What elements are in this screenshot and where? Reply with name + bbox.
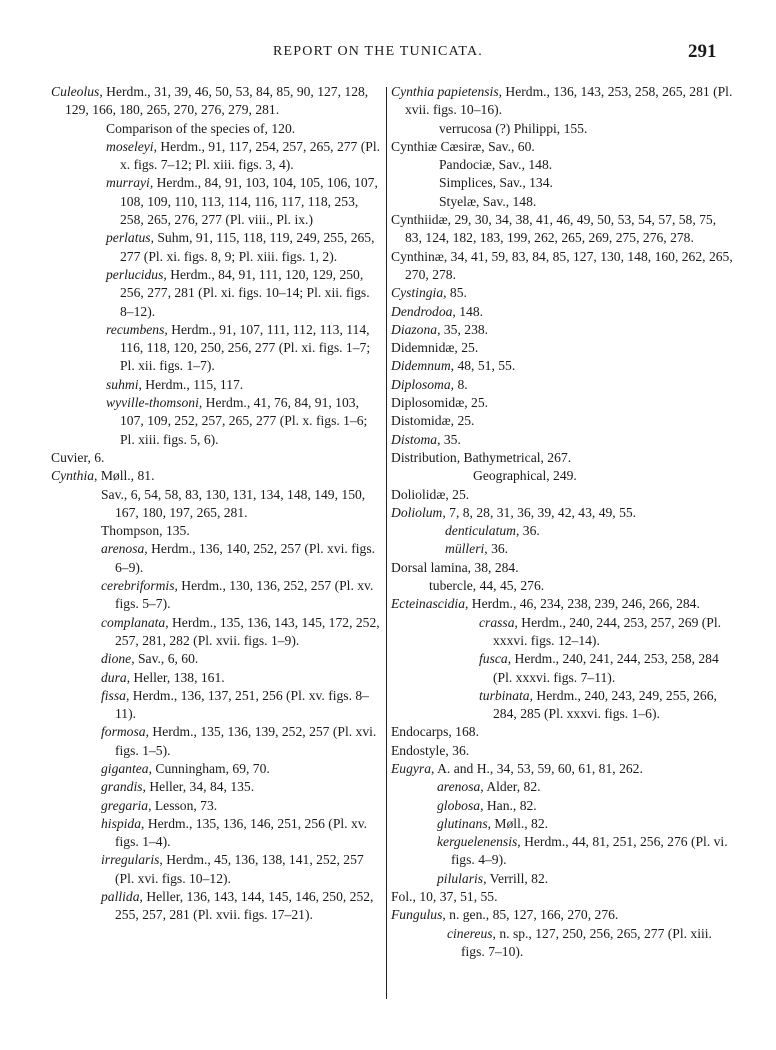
index-entry: verrucosa (?) Philippi, 155. (439, 120, 588, 136)
index-entry: Ecteinascidia, Herdm., 46, 234, 238, 239, 246, 266, 284. (391, 596, 700, 612)
index-entry: Styelæ, Sav., 148. (439, 193, 537, 209)
index-entry: Fol., 10, 37, 51, 55. (391, 889, 498, 905)
index-entry: Culeolus, Herdm., 31, 39, 46, 50, 53, 84, 85, 90, 127, 128, 129, 166, 180, 265, 270, 276, 279, 281. (51, 84, 369, 118)
index-entry: pallida, Heller, 136, 143, 144, 145, 146, 250, 252, 255, 257, 281 (Pl. xvii. figs. 17–21). (101, 889, 374, 923)
index-entry: formosa, Herdm., 135, 136, 139, 252, 257 (Pl. xvi. figs. 1–5). (101, 724, 377, 758)
index-entry: Cuvier, 6. (51, 449, 105, 465)
index-entry: Dorsal lamina, 38, 284. (391, 559, 519, 575)
index-entry: Pandociæ, Sav., 148. (439, 157, 553, 173)
index-entry: Endocarps, 168. (391, 724, 479, 740)
index-entry: Dendrodoa, 148. (391, 303, 484, 319)
index-entry: Distribution, Bathymetrical, 267. (391, 449, 572, 465)
index-entry: Cynthiidæ, 29, 30, 34, 38, 41, 46, 49, 50, 53, 54, 57, 58, 75, 83, 124, 182, 183, 199, 262, 265, 269, 275, 276, 278. (391, 212, 717, 246)
index-entry: glutinans, Møll., 82. (437, 815, 549, 831)
index-entry: dione, Sav., 6, 60. (101, 651, 199, 667)
index-entry: turbinata, Herdm., 240, 243, 249, 255, 266, 284, 285 (Pl. xxxvi. figs. 1–6). (479, 687, 717, 722)
index-entry: Cynthinæ, 34, 41, 59, 83, 84, 85, 127, 130, 148, 160, 262, 265, 270, 278. (391, 248, 733, 282)
index-entry: murrayi, Herdm., 84, 91, 103, 104, 105, 106, 107, 108, 109, 110, 113, 114, 116, 117, 118, 253, 258, 265, 276, 277 (Pl. viii., Pl. ix.) (106, 175, 378, 228)
index-entry: gregaria, Lesson, 73. (101, 797, 218, 813)
index-entry: cerebriformis, Herdm., 130, 136, 252, 257 (Pl. xv. figs. 5–7). (101, 578, 374, 612)
index-entry: Diplosoma, 8. (391, 376, 468, 392)
page-number: 291 (688, 41, 717, 62)
index-column-right (391, 83, 735, 961)
running-title: REPORT ON THE TUNICATA. (273, 44, 483, 59)
index-entry: arenosa, Alder, 82. (437, 779, 541, 795)
index-entry: Diazona, 35, 238. (391, 321, 489, 337)
index-column-left (51, 83, 381, 925)
index-entry: grandis, Heller, 34, 84, 135. (101, 779, 255, 795)
index-entry: Distoma, 35. (391, 431, 461, 447)
index-entry: globosa, Han., 82. (437, 797, 537, 813)
index-entry: Cynthia, Møll., 81. (51, 468, 155, 484)
index-entry: Geographical, 249. (473, 468, 577, 484)
index-entry: kerguelenensis, Herdm., 44, 81, 251, 256, 276 (Pl. vi. figs. 4–9). (437, 834, 728, 868)
index-entry: Cynthiæ Cæsiræ, Sav., 60. (391, 138, 535, 154)
index-entry: Diplosomidæ, 25. (391, 395, 489, 411)
index-entry: gigantea, Cunningham, 69, 70. (101, 760, 270, 776)
index-entry: pilularis, Verrill, 82. (437, 870, 549, 886)
index-entry: Thompson, 135. (101, 523, 190, 539)
index-entry: Doliolum, 7, 8, 28, 31, 36, 39, 42, 43, 49, 55. (391, 504, 637, 520)
index-entry: complanata, Herdm., 135, 136, 143, 145, 172, 252, 257, 281, 282 (Pl. xvii. figs. 1–9). (101, 614, 380, 648)
index-entry: perlucidus, Herdm., 84, 91, 111, 120, 129, 250, 256, 277, 281 (Pl. xi. figs. 10–14; Pl. xii. figs. 8–12). (106, 266, 370, 319)
index-entry: wyville-thomsoni, Herdm., 41, 76, 84, 91, 103, 107, 109, 252, 257, 265, 277 (Pl. x. figs. 1–6; Pl. xiii. figs. 5, 6). (106, 395, 368, 447)
index-entry: Cystingia, 85. (391, 285, 467, 301)
index-entry: suhmi, Herdm., 115, 117. (106, 376, 244, 392)
index-entry: Fungulus, n. gen., 85, 127, 166, 270, 276. (391, 907, 619, 923)
index-entry: Didemnum, 48, 51, 55. (391, 358, 516, 374)
index-entry: fissa, Herdm., 136, 137, 251, 256 (Pl. xv. figs. 8–11). (101, 687, 369, 722)
index-entry: Endostyle, 36. (391, 742, 470, 758)
index-entry: irregularis, Herdm., 45, 136, 138, 141, 252, 257 (Pl. xvi. figs. 10–12). (101, 852, 364, 886)
page-header (0, 41, 776, 70)
index-entry: denticulatum, 36. (445, 523, 540, 539)
index-entry: dura, Heller, 138, 161. (101, 669, 225, 685)
index-entry: arenosa, Herdm., 136, 140, 252, 257 (Pl. xvi. figs. 6–9). (101, 541, 376, 575)
index-entry: fusca, Herdm., 240, 241, 244, 253, 258, 284 (Pl. xxxvi. figs. 7–11). (479, 651, 719, 685)
index-entry: perlatus, Suhm, 91, 115, 118, 119, 249, 255, 265, 277 (Pl. xi. figs. 8, 9; Pl. xiii. figs. 1, 2). (106, 230, 375, 264)
index-entry: crassa, Herdm., 240, 244, 253, 257, 269 (Pl. xxxvi. figs. 12–14). (479, 614, 722, 648)
index-entry: Comparison of the species of, 120. (106, 120, 296, 136)
index-entry: cinereus, n. sp., 127, 250, 256, 265, 277 (Pl. xiii. figs. 7–10). (447, 925, 712, 959)
index-entry: recumbens, Herdm., 91, 107, 111, 112, 113, 114, 116, 118, 120, 250, 256, 277 (Pl. xi. figs. 1–7; Pl. xii. figs. 1–7). (106, 321, 371, 374)
index-entry: Didemnidæ, 25. (391, 340, 479, 356)
index-entry: Sav., 6, 54, 58, 83, 130, 131, 134, 148, 149, 150, 167, 180, 197, 265, 281. (101, 486, 366, 520)
index-entry: Doliolidæ, 25. (391, 486, 470, 502)
index-entry: Eugyra, A. and H., 34, 53, 59, 60, 61, 81, 262. (391, 760, 643, 776)
index-entry: hispida, Herdm., 135, 136, 146, 251, 256 (Pl. xv. figs. 1–4). (101, 815, 368, 850)
index-entry: Cynthia papietensis, Herdm., 136, 143, 253, 258, 265, 281 (Pl. xvii. figs. 10–16). (391, 84, 733, 118)
index-entry: Simplices, Sav., 134. (439, 175, 553, 191)
index-entry: tubercle, 44, 45, 276. (429, 578, 545, 594)
index-entry: Distomidæ, 25. (391, 413, 475, 429)
index-entry: mülleri, 36. (445, 541, 509, 557)
column-divider (386, 87, 387, 999)
index-entry: moseleyi, Herdm., 91, 117, 254, 257, 265, 277 (Pl. x. figs. 7–12; Pl. xiii. figs. 3, 4). (106, 138, 380, 173)
